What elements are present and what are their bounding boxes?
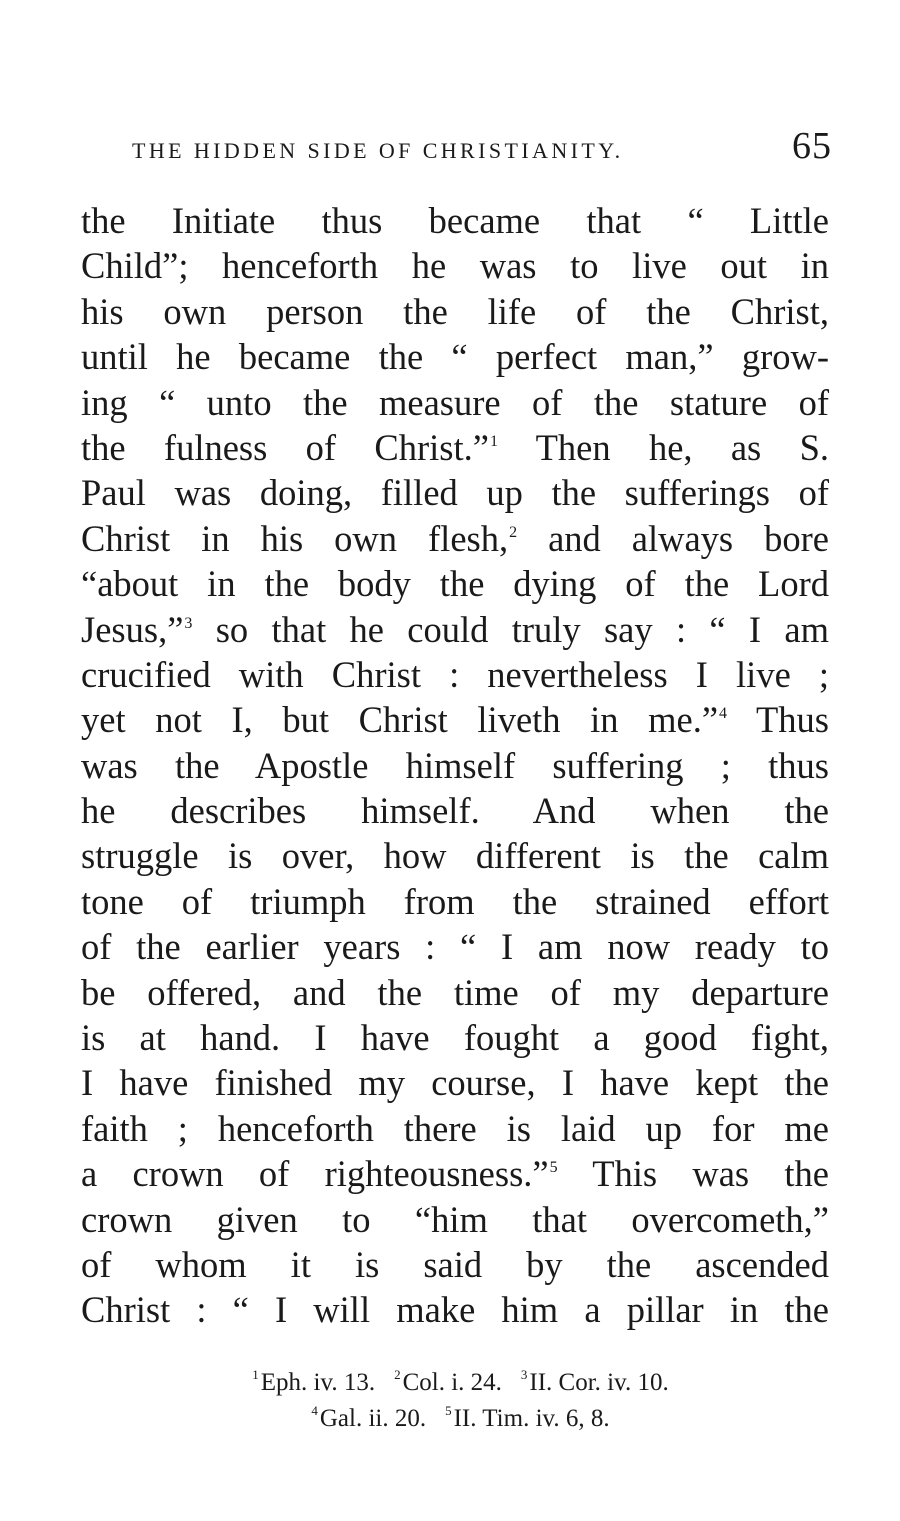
footnote (520, 1365, 669, 1401)
text-line (81, 607, 829, 652)
line-text: Christ in his own flesh, (81, 517, 509, 559)
line-text: ing “ unto the measure of the stature of (81, 381, 829, 423)
footnote-line (100, 1401, 820, 1437)
footnote-reference: 3 (184, 614, 193, 632)
text-line (81, 743, 829, 788)
line-text: Jesus,” (81, 608, 184, 650)
text-line (81, 380, 829, 425)
footnote-mark: 4 (311, 1403, 318, 1418)
text-line (81, 243, 829, 288)
line-text: Christ : “ I will make him a pillar in the (81, 1289, 829, 1331)
line-text: the fulness of Christ.” (81, 426, 489, 468)
footnote-text: Gal. ii. 20. (319, 1405, 427, 1432)
line-text: yet not I, but Christ liveth in me.” (81, 699, 719, 741)
footnote-mark: 3 (520, 1367, 528, 1382)
footnote-mark: 5 (445, 1403, 452, 1418)
footnote-reference: 5 (549, 1159, 558, 1177)
line-text: he describes himself. And when the (81, 790, 829, 832)
line-text: crucified with Christ : nevertheless I live ; (81, 653, 829, 695)
line-text: is at hand. I have fought a good fight, (81, 1017, 829, 1059)
line-text-continued: Thus (727, 699, 829, 741)
footnote-text: II. Cor. iv. 10. (529, 1369, 669, 1396)
text-line (81, 1242, 829, 1287)
line-text: faith ; henceforth there is laid up for me (81, 1107, 829, 1149)
running-title: THE HIDDEN SIDE OF CHRISTIANITY. (132, 138, 624, 163)
footnote-text: Col. i. 24. (402, 1369, 502, 1396)
text-line (81, 289, 829, 334)
line-text: was the Apostle himself suffering ; thus (81, 744, 829, 786)
line-text-continued: and always bore (517, 517, 829, 559)
footnote-line (100, 1365, 820, 1401)
body-text (81, 198, 829, 1333)
line-text: struggle is over, how different is the calm (81, 835, 829, 877)
line-text: of whom it is said by the ascended (81, 1243, 829, 1285)
text-line (81, 833, 829, 878)
line-text-continued: This was the (557, 1153, 829, 1195)
footnote-mark: 1 (252, 1367, 259, 1382)
line-text-continued: Then he, as S. (497, 426, 829, 468)
text-line (81, 652, 829, 697)
line-text: the Initiate thus became that “ Little (81, 200, 829, 241)
footnote-text: II. Tim. iv. 6, 8. (453, 1405, 610, 1432)
text-line (81, 1287, 829, 1332)
footnote (251, 1365, 375, 1401)
text-line (81, 516, 829, 561)
text-line (81, 879, 829, 924)
footnote-reference: 2 (509, 523, 518, 541)
footnote-reference: 4 (719, 705, 728, 723)
footnotes (100, 1365, 820, 1437)
line-text: of the earlier years : “ I am now ready to (81, 926, 829, 968)
text-line (81, 1197, 829, 1242)
line-text: a crown of righteousness.” (81, 1153, 549, 1195)
line-text: until he became the “ perfect man,” grow- (81, 336, 829, 378)
footnote-text: Eph. iv. 13. (260, 1369, 376, 1396)
text-line (81, 561, 829, 606)
text-line (81, 970, 829, 1015)
line-text-continued: so that he could truly say : “ I am (192, 608, 829, 650)
footnote (393, 1365, 502, 1401)
text-line (81, 1106, 829, 1151)
text-line (81, 334, 829, 379)
text-line (81, 425, 829, 470)
line-text: be offered, and the time of my departure (81, 971, 829, 1013)
line-text: Child”; henceforth he was to live out in (81, 245, 829, 287)
footnote-reference: 1 (489, 432, 498, 450)
line-text: his own person the life of the Christ, (81, 290, 829, 332)
line-text: I have finished my course, I have kept the (81, 1062, 829, 1104)
text-line (81, 1060, 829, 1105)
text-line (81, 470, 829, 515)
footnote (310, 1401, 426, 1437)
footnote (444, 1401, 610, 1437)
line-text: Paul was doing, filled up the sufferings of (81, 472, 829, 514)
page-number: 65 (792, 125, 832, 167)
running-head (132, 124, 832, 167)
text-line (81, 788, 829, 833)
line-text: crown given to “him that overcometh,” (81, 1198, 829, 1240)
text-line (81, 1151, 829, 1196)
text-line (81, 1015, 829, 1060)
line-text: “about in the body the dying of the Lord (81, 563, 829, 605)
text-line (81, 697, 829, 742)
footnote-mark: 2 (394, 1367, 401, 1382)
text-line (81, 198, 829, 243)
line-text: tone of triumph from the strained effort (81, 880, 829, 922)
text-line (81, 924, 829, 969)
